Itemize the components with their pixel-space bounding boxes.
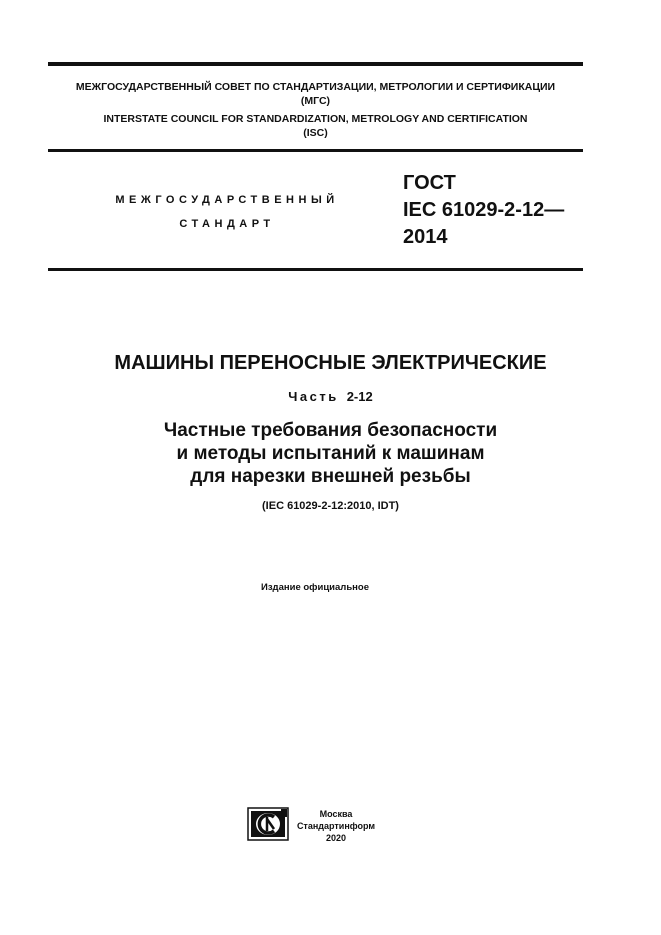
part-label (0, 388, 661, 406)
gost-line1: ГОСТ (403, 172, 456, 194)
gost-line3: 2014 (403, 226, 448, 248)
standard-label-line1: МЕЖГОСУДАРСТВЕННЫЙ (115, 194, 339, 206)
standartinform-logo-icon (247, 807, 289, 841)
part-word: Часть (288, 389, 339, 404)
subtitle-line1: Частные требования безопасности (163, 420, 498, 441)
designation-rule (48, 268, 583, 271)
standard-label-line2: СТАНДАРТ (179, 218, 275, 230)
edition-label: Издание официальное (261, 582, 369, 593)
publisher-city: Москва (319, 809, 353, 819)
council-en (48, 112, 583, 140)
council-en-name: INTERSTATE COUNCIL FOR STANDARDIZATION, METROLOGY AND CERTIFICATION (103, 113, 528, 125)
subtitle-line3: для нарезки внешней резьбы (190, 466, 471, 487)
publisher-year: 2020 (325, 833, 347, 843)
top-rule (48, 62, 583, 66)
standard-label (92, 188, 362, 236)
gost-designation (403, 170, 564, 251)
document-subtitle (0, 419, 661, 488)
subtitle-line2: и методы испытаний к машинам (176, 443, 485, 464)
iec-reference: (IEC 61029-2-12:2010, IDT) (262, 500, 399, 512)
publisher-block (296, 808, 376, 844)
council-ru (48, 80, 583, 108)
part-number: 2-12 (346, 389, 373, 404)
council-ru-abbr: (МГС) (300, 95, 331, 107)
council-en-abbr: (ISC) (303, 127, 328, 139)
council-ru-name: МЕЖГОСУДАРСТВЕННЫЙ СОВЕТ ПО СТАНДАРТИЗАЦИИ, МЕТРОЛОГИИ И СЕРТИФИКАЦИИ (75, 81, 556, 93)
document-title: МАШИНЫ ПЕРЕНОСНЫЕ ЭЛЕКТРИЧЕСКИЕ (114, 352, 547, 374)
publisher-name: Стандартинформ (296, 821, 376, 831)
gost-line2: IEC 61029-2-12— (403, 199, 565, 221)
header-rule (48, 149, 583, 152)
